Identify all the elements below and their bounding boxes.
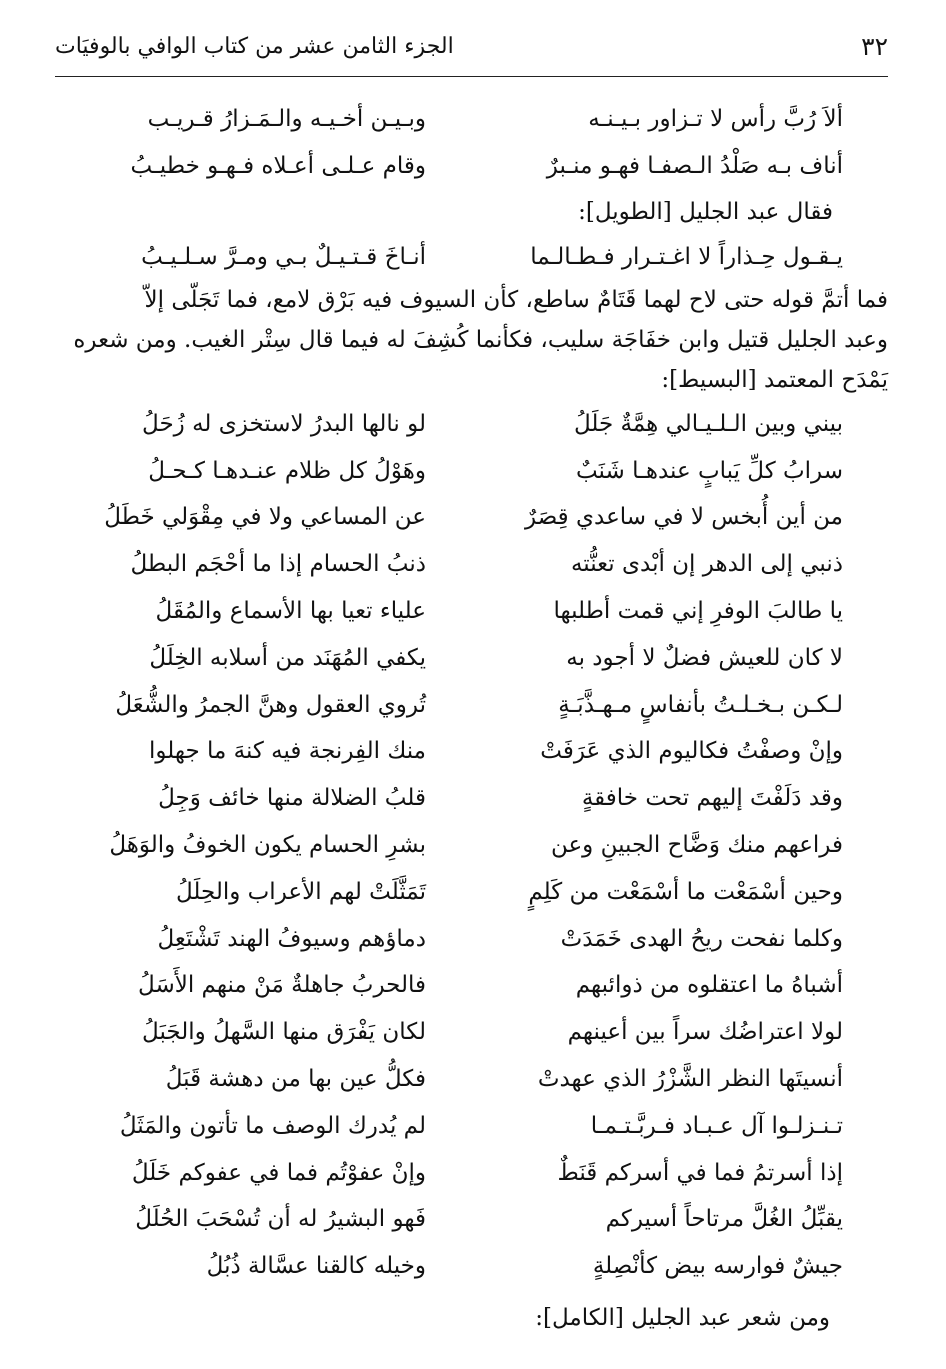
second-hemistich: علياء تعيا بها الأسماع والمُقَلُ <box>155 597 426 624</box>
second-hemistich: وقام عـلـى أعـلاه فـهـو خطيـبُ <box>130 153 426 180</box>
running-title: الجزء الثامن عشر من كتاب الوافي بالوفيَات <box>55 34 454 59</box>
first-hemistich: ذنبي إلى الدهر إن أبْدى تعنُّته <box>570 551 843 578</box>
poem-introduction: ومن شعر عبد الجليل [الكامل]: <box>535 1304 830 1331</box>
verse-line <box>58 1196 888 1243</box>
first-hemistich: يـقـول حِـذاراً لا اغـتـرار فـطـالـما <box>530 243 843 270</box>
verse-line <box>58 634 888 681</box>
prose-line: يَمْدَح المعتمد [البسيط]: <box>661 367 888 394</box>
second-hemistich: لم يُدرك الوصف ما تأتون والمَثَلُ <box>119 1112 426 1139</box>
verse-line <box>58 681 888 728</box>
first-hemistich: بيني وبين الـلـيـالي هِمَّةٌ جَلَلُ <box>573 410 843 437</box>
poem-introduction: فقال عبد الجليل [الطويل]: <box>578 198 833 225</box>
verse-line <box>58 588 888 635</box>
second-hemistich: وإنْ عفوْتُم فما في عفوكم خَلَلُ <box>131 1159 426 1186</box>
verse-line <box>58 1243 888 1290</box>
second-hemistich: فالحربُ جاهلةٌ مَنْ منهم الأَسَلُ <box>138 972 426 999</box>
second-hemistich: لكان يَفْرَق منها السَّهلُ والجَبَلُ <box>142 1019 426 1046</box>
second-hemistich: تَمَثَّلَتْ لهم الأعراب والحِلَلُ <box>175 878 426 905</box>
verse-line <box>58 775 888 822</box>
second-hemistich: ذنبُ الحسام إذا ما أحْجَم البطلُ <box>130 551 426 578</box>
second-hemistich: منك الفِرنجة فيه كنهَ ما جهلوا <box>148 738 426 765</box>
verse-line <box>58 1149 888 1196</box>
verse-line <box>58 400 888 447</box>
second-hemistich: وخيله كالقنا عسَّالة ذُبُلُ <box>206 1253 426 1280</box>
verse-line <box>58 1102 888 1149</box>
first-hemistich: وإنْ وصفْتُ فكاليوم الذي عَرَفَتْ <box>540 738 843 765</box>
second-hemistich: وهَوْلُ كل ظلام عنـدهـا كـحـلُ <box>148 457 426 484</box>
page-body <box>58 96 888 1340</box>
second-hemistich: بشرِ الحسام يكون الخوفُ والوَهَلُ <box>109 831 426 858</box>
verse-line <box>58 915 888 962</box>
second-hemistich: فكلُّ عين بها من دهشة قَبَلُ <box>165 1065 426 1092</box>
first-hemistich: إذا أسرتمُ فما في أسركم قَنَطٌ <box>557 1159 843 1186</box>
first-hemistich: تـنـزلـوا آل عـبـاد فـربَّـتـمـا <box>590 1112 843 1139</box>
second-hemistich: فَهو البشيرُ له أن تُسْحَبَ الحُلَلُ <box>135 1206 426 1233</box>
verse-line <box>58 822 888 869</box>
first-hemistich: لا كان للعيش فضلٌ لا أجود به <box>566 644 843 671</box>
second-hemistich: تُروي العقول وهنَّ الجمرُ والشُّعَلُ <box>115 691 426 718</box>
verse-line <box>58 234 888 281</box>
prose-line: وعبد الجليل قتيل وابن خفَاجَة سليب، فكأنما كُشِفَ له فيما قال سِتْر الغيب. ومن شعره <box>73 327 888 354</box>
first-hemistich: أناف بـه صَلْدُ الـصفـا فهـو منـبرٌ <box>546 153 843 180</box>
verse-line <box>58 96 888 143</box>
first-hemistich: أنسيتَها النظر الشَّزْرُ الذي عهدتْ <box>537 1065 843 1092</box>
first-hemistich: وكلما نفحت ريحُ الهدى خَمَدَتْ <box>560 925 843 952</box>
second-hemistich: دماؤهم وسيوفُ الهند تَشْتَعِلُ <box>157 925 426 952</box>
first-hemistich: سرابُ كلِّ يَبابٍ عندهـا شَنَبٌ <box>575 457 843 484</box>
first-hemistich: يا طالبَ الوفرِ إني قمت أطلبها <box>553 597 843 624</box>
verse-line <box>58 1009 888 1056</box>
first-hemistich: أشباهُ ما اعتقلوه من ذوائبهم <box>575 972 843 999</box>
second-hemistich: لو نالها البدرُ لاستخزى له زُحَلُ <box>142 410 426 437</box>
verse-line <box>58 868 888 915</box>
second-hemistich: يكفي المُهَنَد من أسلابه الخِلَلُ <box>149 644 426 671</box>
first-hemistich: يقبِّلُ الغُلَّ مرتاحاً أسيركم <box>605 1206 843 1233</box>
first-hemistich: لولا اعتراضُك سراً بين أعينهم <box>567 1019 843 1046</box>
verse-line <box>58 494 888 541</box>
second-hemistich: وبـيـن أخـيـه والـمَـزارُ قـريـب <box>147 106 426 133</box>
prose-paragraph <box>58 280 888 400</box>
first-hemistich: لـكـن بـخـلـتُ بأنفاسٍ مـهـذَّبَـةٍ <box>558 691 843 718</box>
poem-verses <box>58 400 888 1289</box>
first-hemistich: فراعهم منك وَضَّاح الجبينِ وعن <box>550 831 843 858</box>
verse-line <box>58 1056 888 1103</box>
second-hemistich: عن المساعي ولا في مِقْوَلي خَطَلُ <box>104 504 426 531</box>
verse-line <box>58 447 888 494</box>
first-hemistich: وقد دَلَفْتَ إليهم تحت خافقةٍ <box>581 785 843 812</box>
prose-line: فما أتمَّ قوله حتى لاح لهما قَتَامٌ ساطع، كأن السيوف فيه بَرْق لامع، فما تَجَلّى إلاّ <box>144 287 888 314</box>
first-hemistich: ألاَ رُبَّ رأس لا تـزاور بـيـنـه <box>588 106 843 133</box>
first-hemistich: من أين أُبخس لا في ساعدي قِصَرٌ <box>525 504 843 531</box>
verse-line <box>58 541 888 588</box>
verse-line <box>58 728 888 775</box>
verse-line <box>58 962 888 1009</box>
page-number: ٣٢ <box>861 32 888 61</box>
second-hemistich: أنـاخَ قـتـيـلٌ بـي ومـرَّ سـلـيـبُ <box>141 243 426 270</box>
verse-line <box>58 143 888 190</box>
second-hemistich: قلبُ الضلالة منها خائف وَجِلُ <box>158 785 426 812</box>
page-header <box>55 28 888 77</box>
first-hemistich: وحين أسْمَعْت ما أسْمَعْت من كَلِمٍ <box>528 878 843 905</box>
first-hemistich: جيشٌ فوارسه بيض كأنْصِلةٍ <box>592 1253 843 1280</box>
